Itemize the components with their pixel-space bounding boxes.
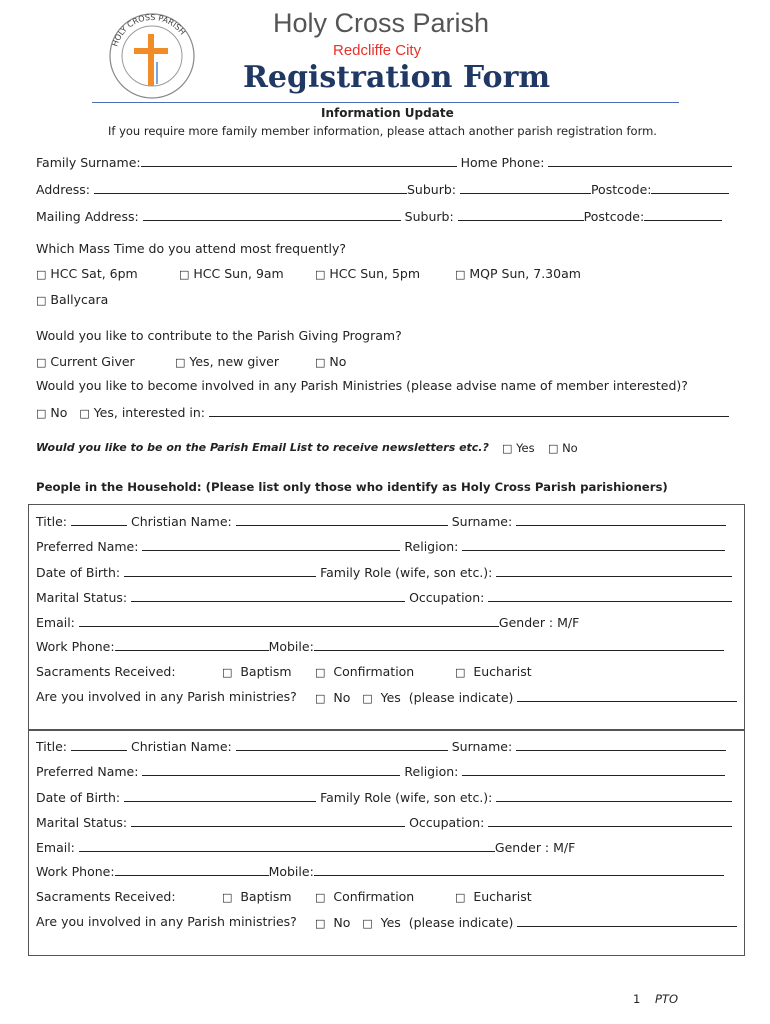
marital-status-label: Marital Status:	[36, 590, 128, 605]
giving-option-2[interactable]	[175, 354, 279, 369]
mobile-label: Mobile:	[268, 639, 314, 654]
christian-name-field[interactable]	[236, 513, 448, 526]
giving-option-1[interactable]	[36, 354, 135, 369]
person2-row-preferred	[36, 763, 725, 779]
mailing-row	[36, 208, 722, 224]
work-phone-field[interactable]	[115, 638, 269, 651]
family-surname-label: Family Surname:	[36, 155, 141, 170]
religion-field[interactable]	[462, 538, 725, 551]
occupation-label: Occupation:	[409, 815, 485, 830]
suburb-field[interactable]	[460, 181, 591, 194]
svg-text:HOLY CROSS PARISH: HOLY CROSS PARISH	[110, 12, 188, 48]
checkbox[interactable]: □	[175, 356, 186, 369]
preferred-name-field[interactable]	[142, 538, 400, 551]
mobile-field[interactable]	[314, 638, 724, 651]
religion-field[interactable]	[462, 763, 725, 776]
preferred-name-label: Preferred Name:	[36, 764, 139, 779]
checkbox[interactable]: □	[315, 917, 326, 930]
checkbox[interactable]: □	[315, 666, 326, 679]
mobile-label: Mobile:	[268, 864, 314, 879]
family-role-field[interactable]	[496, 564, 732, 577]
family-surname-field[interactable]	[141, 154, 457, 167]
checkbox[interactable]: □	[548, 442, 559, 455]
confirmation-label: Confirmation	[333, 664, 415, 679]
mailing-suburb-field[interactable]	[458, 208, 584, 221]
ministries-question: Would you like to become involved in any Parish Ministries (please advise name of member interested)?	[36, 378, 688, 393]
ministries-indicate-field[interactable]	[517, 914, 737, 927]
mass-option-1[interactable]	[36, 266, 138, 281]
checkbox[interactable]: □	[455, 268, 466, 281]
surname-label: Surname:	[451, 514, 513, 529]
dob-label: Date of Birth:	[36, 790, 121, 805]
suburb-label: Suburb:	[406, 182, 456, 197]
person1-ministries-options	[315, 689, 737, 705]
header-rule	[92, 102, 679, 103]
christian-name-label: Christian Name:	[130, 514, 232, 529]
home-phone-field[interactable]	[548, 154, 732, 167]
dob-label: Date of Birth:	[36, 565, 121, 580]
baptism-label: Baptism	[240, 664, 292, 679]
person2-sacraments-label: Sacraments Received:	[36, 889, 176, 904]
surname-field[interactable]	[516, 738, 726, 751]
mailing-field[interactable]	[143, 208, 401, 221]
preferred-name-label: Preferred Name:	[36, 539, 139, 554]
eucharist-label: Eucharist	[473, 664, 532, 679]
checkbox[interactable]: □	[36, 268, 47, 281]
person1-eucharist[interactable]	[455, 664, 532, 679]
checkbox[interactable]: □	[502, 442, 513, 455]
email-list-no[interactable]	[548, 441, 578, 455]
person2-row-dob	[36, 789, 732, 805]
ministries-row	[36, 404, 729, 420]
mass-option-3[interactable]	[315, 266, 420, 281]
mobile-field[interactable]	[314, 863, 724, 876]
surname-label: Surname:	[451, 739, 513, 754]
gender-label: Gender : M/F	[498, 615, 580, 630]
dob-field[interactable]	[124, 564, 316, 577]
title-label: Title:	[36, 514, 67, 529]
email-list-yes-label: Yes	[516, 441, 535, 455]
mass-option-label: Ballycara	[50, 292, 109, 307]
title-field[interactable]	[71, 513, 127, 526]
eucharist-label: Eucharist	[473, 889, 532, 904]
christian-name-field[interactable]	[236, 738, 448, 751]
family-role-field[interactable]	[496, 789, 732, 802]
marital-status-label: Marital Status:	[36, 815, 128, 830]
checkbox[interactable]: □	[362, 917, 373, 930]
mass-option-label: HCC Sun, 9am	[193, 266, 284, 281]
christian-name-label: Christian Name:	[130, 739, 232, 754]
checkbox[interactable]: □	[315, 268, 326, 281]
giving-option-label: Current Giver	[50, 354, 135, 369]
dob-field[interactable]	[124, 789, 316, 802]
email-label: Email:	[36, 615, 75, 630]
occupation-label: Occupation:	[409, 590, 485, 605]
person1-ministries-q: Are you involved in any Parish ministries?	[36, 689, 297, 704]
work-phone-field[interactable]	[115, 863, 269, 876]
yes-indicate-label: Yes (please indicate)	[380, 915, 514, 930]
form-subtitle: Information Update	[321, 106, 454, 120]
mailing-label: Mailing Address:	[36, 209, 139, 224]
mass-option-2[interactable]	[179, 266, 284, 281]
person1-baptism[interactable]	[222, 664, 292, 679]
person2-baptism[interactable]	[222, 889, 292, 904]
page-number: 1	[633, 992, 641, 1006]
checkbox[interactable]: □	[179, 268, 190, 281]
title-label: Title:	[36, 739, 67, 754]
person1-confirmation[interactable]	[315, 664, 414, 679]
giving-option-3[interactable]	[315, 354, 346, 369]
family-role-label: Family Role (wife, son etc.):	[320, 790, 493, 805]
address-label: Address:	[36, 182, 90, 197]
mass-option-4[interactable]	[455, 266, 581, 281]
email-label: Email:	[36, 840, 75, 855]
email-list-yes[interactable]	[502, 441, 535, 455]
person2-row-title	[36, 738, 726, 754]
email-list-no-label: No	[562, 441, 578, 455]
giving-question: Would you like to contribute to the Parish Giving Program?	[36, 328, 402, 343]
ministries-no-label: No	[50, 405, 68, 420]
family-role-label: Family Role (wife, son etc.):	[320, 565, 493, 580]
mass-option-label: HCC Sat, 6pm	[50, 266, 138, 281]
occupation-field[interactable]	[488, 814, 732, 827]
person2-row-phone	[36, 863, 724, 879]
occupation-field[interactable]	[488, 589, 732, 602]
checkbox[interactable]: □	[36, 407, 47, 420]
marital-status-field[interactable]	[131, 589, 405, 602]
gender-label: Gender : M/F	[494, 840, 576, 855]
ministries-yes-label: Yes, interested in:	[93, 405, 205, 420]
form-instruction: If you require more family member information, please attach another parish registration form.	[108, 124, 657, 138]
work-phone-label: Work Phone:	[36, 864, 115, 879]
giving-option-label: No	[329, 354, 347, 369]
mass-option-5[interactable]	[36, 292, 108, 307]
home-phone-label: Home Phone:	[460, 155, 545, 170]
person2-ministries-q: Are you involved in any Parish ministries?	[36, 914, 297, 929]
religion-label: Religion:	[404, 539, 459, 554]
mass-option-label: MQP Sun, 7.30am	[469, 266, 581, 281]
person1-row-title	[36, 513, 726, 529]
pto-label: PTO	[655, 992, 679, 1006]
mailing-postcode-label: Postcode:	[583, 209, 645, 224]
surname-field[interactable]	[516, 513, 726, 526]
family-surname-row	[36, 154, 732, 170]
email-field[interactable]	[79, 614, 499, 627]
checkbox[interactable]: □	[455, 891, 466, 904]
person2-row-marital	[36, 814, 732, 830]
title-field[interactable]	[71, 738, 127, 751]
address-row	[36, 181, 729, 197]
checkbox[interactable]: □	[222, 891, 233, 904]
checkbox[interactable]: □	[362, 692, 373, 705]
person2-confirmation[interactable]	[315, 889, 414, 904]
religion-label: Religion:	[404, 764, 459, 779]
checkbox[interactable]: □	[315, 891, 326, 904]
household-heading: People in the Household: (Please list only those who identify as Holy Cross Parish parishioners)	[36, 480, 668, 494]
person1-row-phone	[36, 638, 724, 654]
person1-sacraments-label: Sacraments Received:	[36, 664, 176, 679]
no-label: No	[333, 915, 351, 930]
checkbox[interactable]: □	[315, 356, 326, 369]
person2-ministries-options	[315, 914, 737, 930]
checkbox[interactable]: □	[222, 666, 233, 679]
parish-logo	[104, 12, 200, 100]
person1-row-preferred	[36, 538, 725, 554]
person2-row-email	[36, 839, 575, 855]
person1-row-marital	[36, 589, 732, 605]
mass-question: Which Mass Time do you attend most frequently?	[36, 241, 347, 256]
address-field[interactable]	[94, 181, 407, 194]
baptism-label: Baptism	[240, 889, 292, 904]
no-label: No	[333, 690, 351, 705]
mass-option-label: HCC Sun, 5pm	[329, 266, 421, 281]
email-list-question: Would you like to be on the Parish Email List to receive newsletters etc.?	[36, 441, 489, 454]
checkbox[interactable]: □	[79, 407, 90, 420]
mailing-suburb-label: Suburb:	[404, 209, 454, 224]
person2-eucharist[interactable]	[455, 889, 532, 904]
parish-name: Holy Cross Parish	[273, 8, 490, 38]
email-field[interactable]	[79, 839, 495, 852]
person1-row-dob	[36, 564, 732, 580]
marital-status-field[interactable]	[131, 814, 405, 827]
yes-indicate-label: Yes (please indicate)	[380, 690, 514, 705]
ministries-indicate-field[interactable]	[517, 689, 737, 702]
postcode-label: Postcode:	[590, 182, 652, 197]
work-phone-label: Work Phone:	[36, 639, 115, 654]
checkbox[interactable]: □	[315, 692, 326, 705]
person1-row-email	[36, 614, 579, 630]
form-title: Registration Form	[243, 60, 551, 95]
confirmation-label: Confirmation	[333, 889, 415, 904]
checkbox[interactable]: □	[36, 294, 47, 307]
city-name: Redcliffe City	[333, 42, 422, 59]
mailing-postcode-field[interactable]	[644, 208, 722, 221]
checkbox[interactable]: □	[455, 666, 466, 679]
checkbox[interactable]: □	[36, 356, 47, 369]
postcode-field[interactable]	[651, 181, 729, 194]
ministries-interest-field[interactable]	[209, 404, 729, 417]
preferred-name-field[interactable]	[142, 763, 400, 776]
giving-option-label: Yes, new giver	[189, 354, 279, 369]
